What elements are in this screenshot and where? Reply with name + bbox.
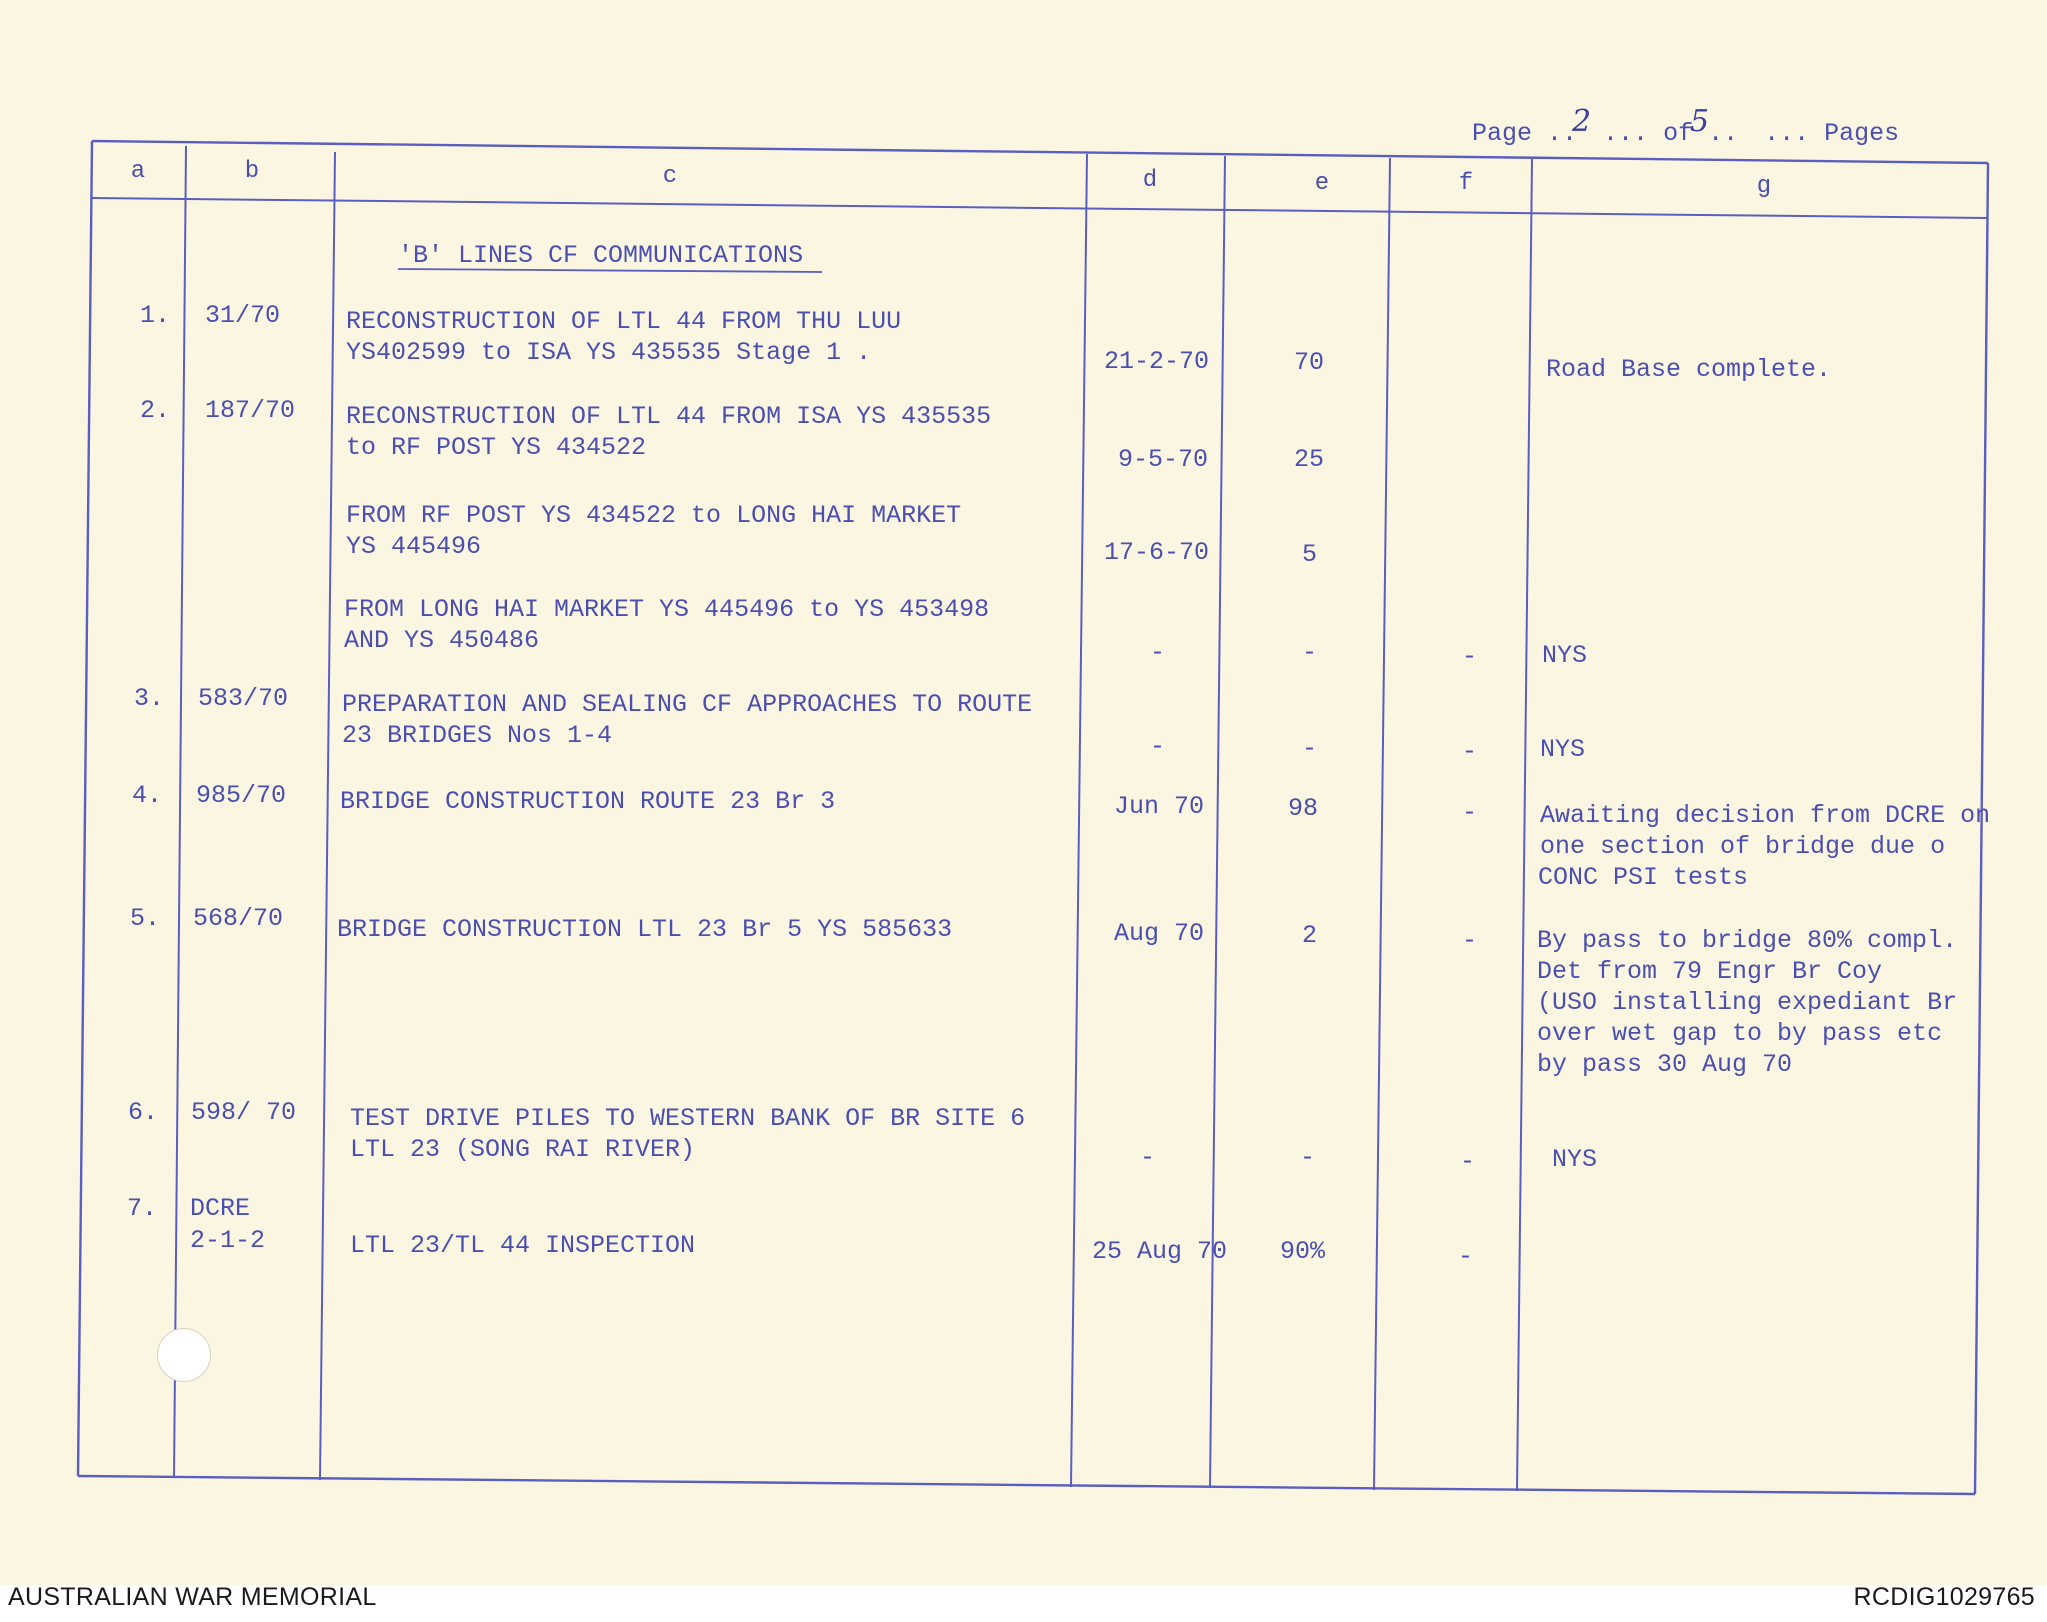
cell-e: 5 bbox=[1302, 540, 1318, 569]
cell-c: YS 445496 bbox=[346, 532, 482, 561]
cell-g: (USO installing expediant Br bbox=[1537, 988, 1958, 1017]
column-header-a: a bbox=[130, 158, 146, 185]
cell-f: - bbox=[1462, 798, 1478, 827]
page-marker bbox=[1472, 118, 1899, 149]
cell-a: 4. bbox=[132, 781, 163, 810]
page-number-handwritten: 2 bbox=[1572, 104, 1592, 139]
cell-d: - bbox=[1140, 1143, 1156, 1172]
cell-b: 187/70 bbox=[205, 396, 296, 425]
cell-g: NYS bbox=[1552, 1145, 1598, 1174]
cell-d: 9-5-70 bbox=[1118, 445, 1209, 474]
cell-e: 90% bbox=[1280, 1237, 1326, 1266]
cell-b: DCRE bbox=[190, 1194, 251, 1223]
cell-e: - bbox=[1300, 1143, 1316, 1172]
cell-b: 31/70 bbox=[205, 301, 281, 330]
cell-f: - bbox=[1460, 1147, 1476, 1176]
column-header-g: g bbox=[1756, 173, 1772, 200]
cell-g: by pass 30 Aug 70 bbox=[1537, 1050, 1793, 1079]
cell-c: RECONSTRUCTION OF LTL 44 FROM ISA YS 435535 bbox=[346, 402, 992, 431]
cell-a: 1. bbox=[140, 301, 171, 330]
cell-d: Aug 70 bbox=[1114, 919, 1205, 948]
column-header-c: c bbox=[662, 163, 678, 190]
footer-archive-name: AUSTRALIAN WAR MEMORIAL bbox=[8, 1583, 377, 1611]
cell-g: Det from 79 Engr Br Coy bbox=[1537, 957, 1883, 986]
page-label: Page bbox=[1472, 119, 1533, 148]
cell-e: 70 bbox=[1294, 348, 1325, 377]
cell-g: Road Base complete. bbox=[1546, 355, 1832, 384]
cell-b: 985/70 bbox=[196, 781, 287, 810]
cell-b: 568/70 bbox=[193, 904, 284, 933]
cell-c: BRIDGE CONSTRUCTION ROUTE 23 Br 3 bbox=[340, 787, 836, 816]
cell-c: LTL 23 (SONG RAI RIVER) bbox=[350, 1135, 696, 1164]
cell-c: AND YS 450486 bbox=[344, 626, 540, 655]
cell-a: 5. bbox=[130, 904, 161, 933]
punch-hole bbox=[157, 1328, 211, 1382]
cell-d: 25 Aug 70 bbox=[1092, 1237, 1228, 1266]
page-marker-dots: .. bbox=[1547, 119, 1578, 148]
cell-f: - bbox=[1458, 1242, 1474, 1271]
cell-e: 98 bbox=[1288, 794, 1319, 823]
cell-d: 17-6-70 bbox=[1104, 538, 1210, 567]
cell-f: - bbox=[1462, 926, 1478, 955]
column-header-e: e bbox=[1314, 170, 1330, 197]
cell-d: Jun 70 bbox=[1114, 792, 1205, 821]
cell-c: TEST DRIVE PILES TO WESTERN BANK OF BR SITE 6 bbox=[350, 1104, 1026, 1133]
page-marker-dots: .. bbox=[1708, 119, 1739, 148]
cell-c: 23 BRIDGES Nos 1-4 bbox=[342, 721, 613, 750]
cell-c: PREPARATION AND SEALING CF APPROACHES TO ROUTE bbox=[342, 690, 1033, 719]
cell-e: - bbox=[1302, 638, 1318, 667]
page-marker-dots: ... bbox=[1603, 119, 1649, 148]
cell-e: - bbox=[1302, 734, 1318, 763]
cell-g: By pass to bridge 80% compl. bbox=[1537, 926, 1958, 955]
cell-g: CONC PSI tests bbox=[1538, 863, 1749, 892]
cell-a: 7. bbox=[127, 1194, 158, 1223]
cell-g: Awaiting decision from DCRE on bbox=[1540, 801, 1991, 830]
pages-label: Pages bbox=[1824, 119, 1900, 148]
column-header-b: b bbox=[244, 158, 260, 185]
footer-record-id: RCDIG1029765 bbox=[1853, 1583, 2035, 1611]
page-marker-dots: ... bbox=[1764, 119, 1810, 148]
cell-e: 2 bbox=[1302, 921, 1318, 950]
cell-g: one section of bridge due o bbox=[1540, 832, 1946, 861]
cell-d: 21-2-70 bbox=[1104, 347, 1210, 376]
cell-c: LTL 23/TL 44 INSPECTION bbox=[350, 1231, 696, 1260]
cell-d: - bbox=[1150, 638, 1166, 667]
cell-g: NYS bbox=[1540, 735, 1586, 764]
cell-a: 6. bbox=[128, 1098, 159, 1127]
cell-e: 25 bbox=[1294, 445, 1325, 474]
cell-c: FROM LONG HAI MARKET YS 445496 to YS 453498 bbox=[344, 595, 990, 624]
of-label: of bbox=[1663, 119, 1694, 148]
cell-b: 583/70 bbox=[198, 684, 289, 713]
cell-b: 598/ 70 bbox=[191, 1098, 297, 1127]
cell-g: NYS bbox=[1542, 641, 1588, 670]
cell-f: - bbox=[1462, 642, 1478, 671]
cell-g: over wet gap to by pass etc bbox=[1537, 1019, 1943, 1048]
section-title: 'B' LINES CF COMMUNICATIONS bbox=[398, 241, 804, 270]
page-total-handwritten: 5 bbox=[1690, 104, 1710, 139]
cell-c: RECONSTRUCTION OF LTL 44 FROM THU LUU bbox=[346, 307, 902, 336]
cell-f: - bbox=[1462, 737, 1478, 766]
cell-a: 2. bbox=[140, 396, 171, 425]
cell-c: FROM RF POST YS 434522 to LONG HAI MARKET bbox=[346, 501, 962, 530]
cell-a: 3. bbox=[134, 684, 165, 713]
cell-c: to RF POST YS 434522 bbox=[346, 433, 647, 462]
cell-d: - bbox=[1150, 732, 1166, 761]
column-header-f: f bbox=[1458, 170, 1474, 197]
cell-c: BRIDGE CONSTRUCTION LTL 23 Br 5 YS 585633 bbox=[337, 915, 953, 944]
cell-b: 2-1-2 bbox=[190, 1226, 266, 1255]
column-header-d: d bbox=[1142, 167, 1158, 194]
cell-c: YS402599 to ISA YS 435535 Stage 1 . bbox=[346, 338, 872, 367]
